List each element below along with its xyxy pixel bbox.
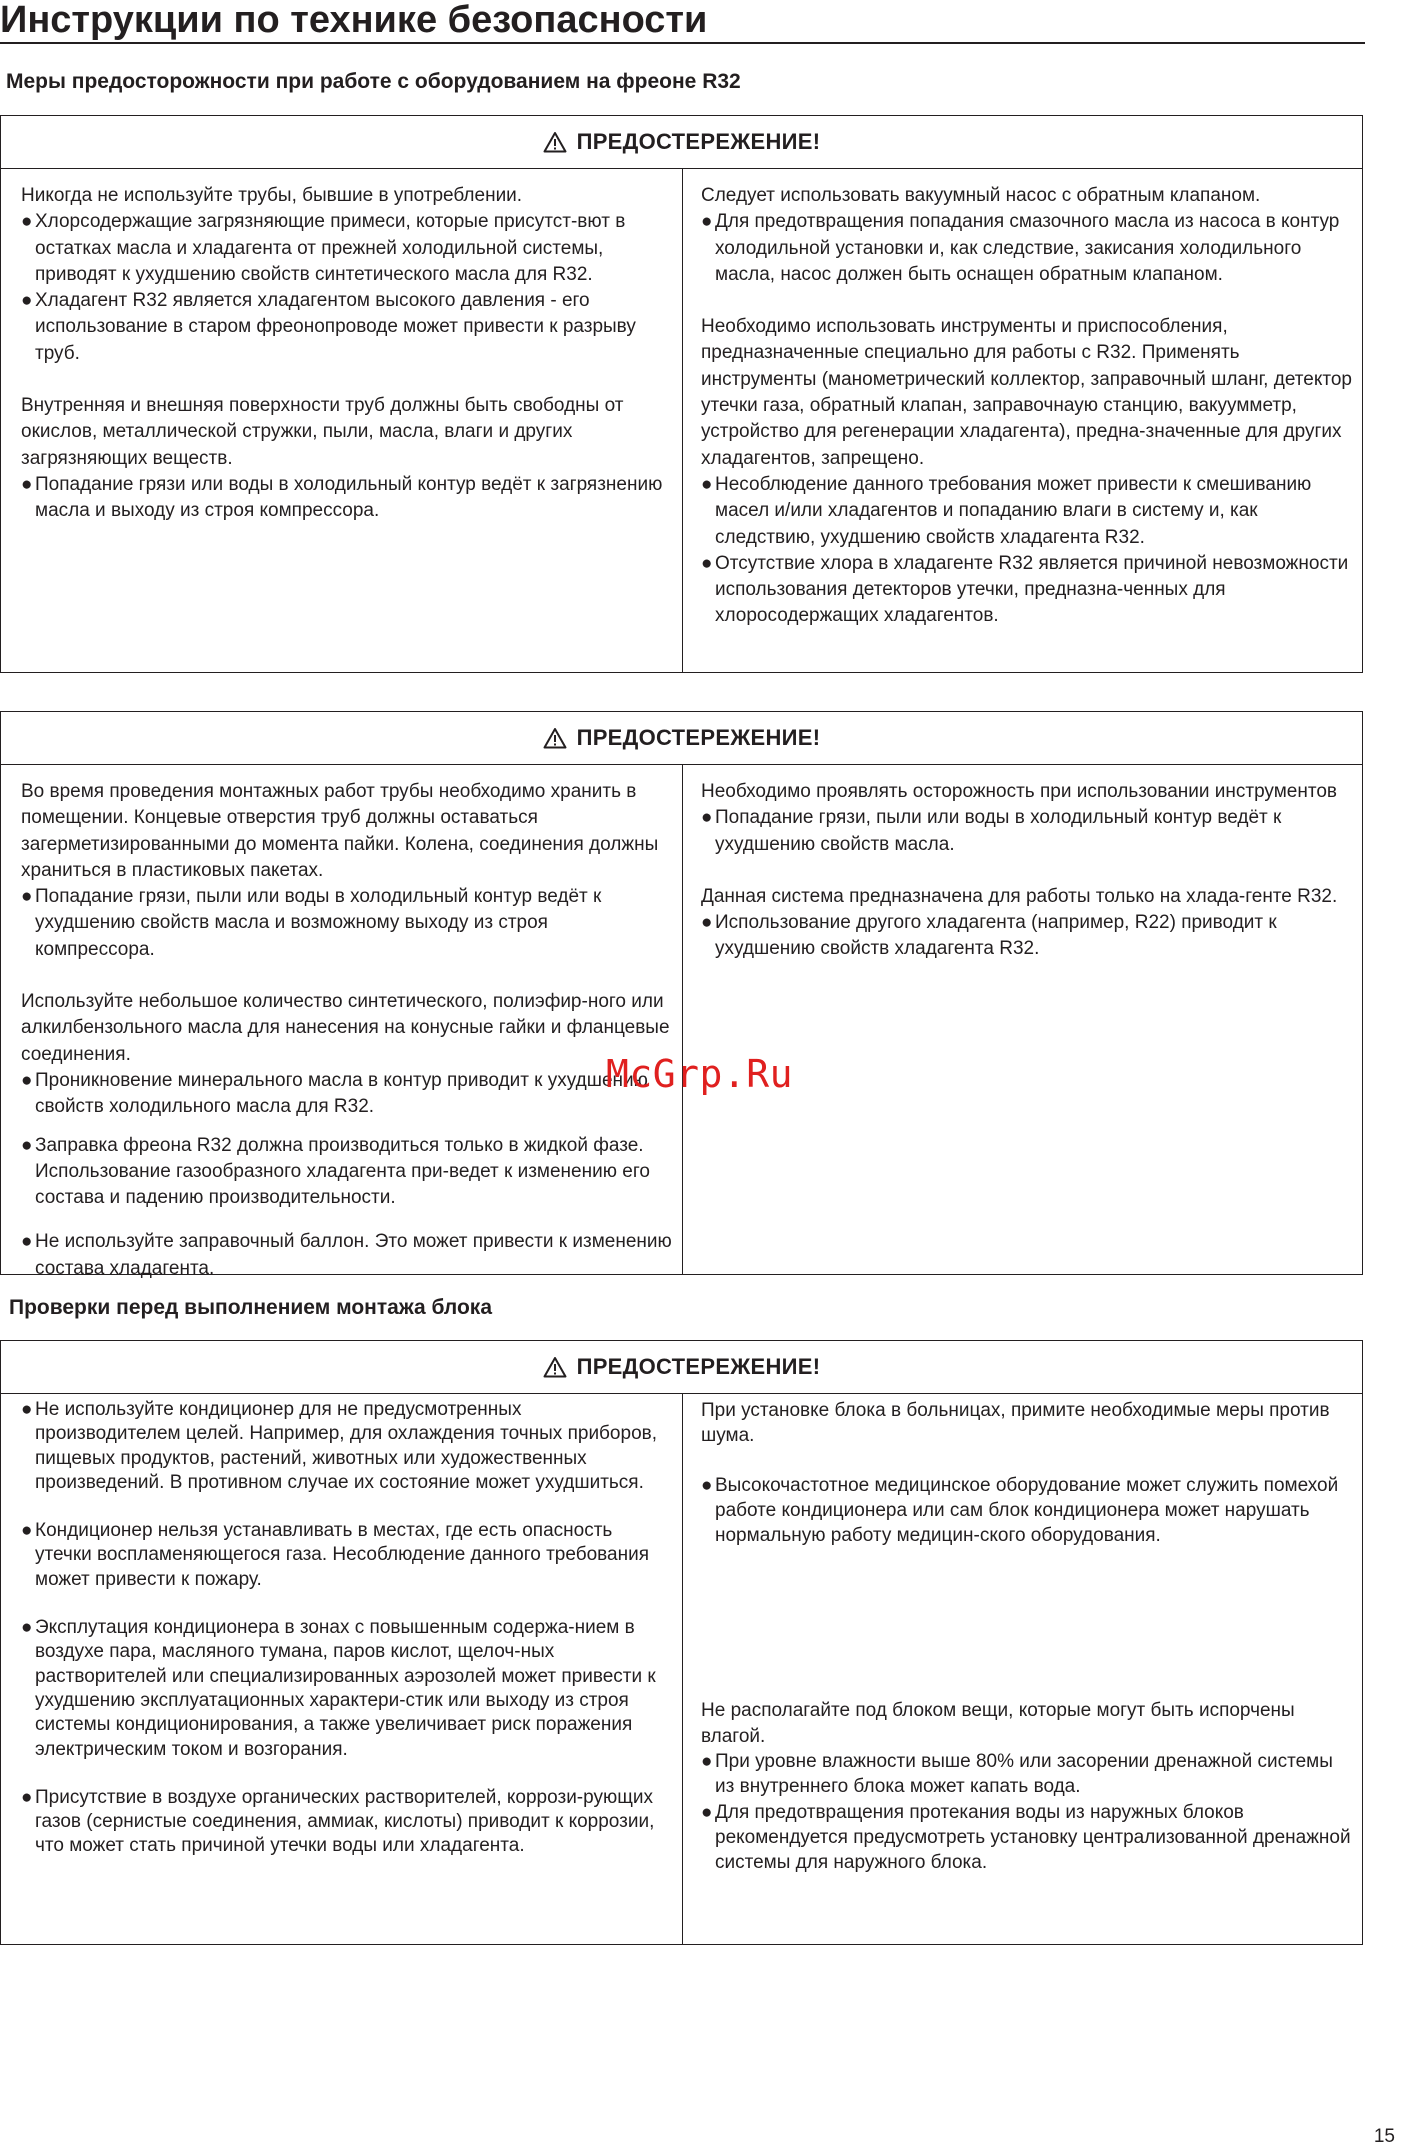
page-number: 15 bbox=[1373, 2126, 1395, 2147]
paragraph: Никогда не используйте трубы, бывшие в употреблении. bbox=[21, 185, 523, 206]
box1-left-column bbox=[1, 169, 683, 672]
paragraph: При установке блока в больницах, примите необходимые меры против шума. bbox=[701, 1400, 1330, 1447]
section-title-r32: Меры предосторожности при работе с оборудованием на фреоне R32 bbox=[6, 70, 741, 93]
paragraph: Внутренняя и внешняя поверхности труб должны быть свободны от окислов, металлической стружки, пыли, масла, влаги и других загрязняющих веществ. bbox=[21, 395, 624, 469]
warning-header bbox=[1, 712, 1362, 765]
bullet-item: ● Кондиционер нельзя устанавливать в местах, где есть опасность утечки воспламеняющегося газа. Несоблюдение данного требования может привести к пожару. bbox=[21, 1520, 650, 1590]
warning-label: ПРЕДОСТЕРЕЖЕНИЕ! bbox=[576, 129, 821, 154]
bullet-item: ● Присутствие в воздухе органических растворителей, коррози-рующих газов (сернистые соединения, аммиак, кислоты) приводит к коррозии, что может стать причиной утечки воды или хладагента. bbox=[21, 1786, 655, 1857]
bullet-item: ● Для предотвращения попадания смазочного масла из насоса в контур холодильной установки и, как следствие, закисания холодильного масла, насос должен быть оснащен обратным клапаном. bbox=[701, 211, 1340, 285]
paragraph: Не располагайте под блоком вещи, которые могут быть испорчены влагой. bbox=[701, 1700, 1295, 1747]
bullet-item: ● Проникновение минерального масла в контур приводит к ухудшению свойств холодильного масла для R32. bbox=[21, 1069, 648, 1118]
warning-triangle-icon bbox=[543, 131, 567, 153]
bullet-item: ● Высокочастотное медицинское оборудование может служить помехой работе кондиционера или сам блок кондиционера может нарушать нормальную работу медицин-ского оборудования. bbox=[701, 1474, 1339, 1547]
box2-right-column bbox=[683, 765, 1362, 1274]
bullet-item: ● Несоблюдение данного требования может привести к смешиванию масел и/или хладагентов и попаданию влаги в систему и, как следствию, ухудшению свойств хладагента R32. bbox=[701, 473, 1312, 548]
paragraph: Данная система предназначена для работы только на хлада-генте R32. bbox=[701, 885, 1338, 907]
bullet-item: ● Попадание грязи, пыли или воды в холодильный контур ведёт к ухудшению свойств масла и возможному выходу из строя компрессора. bbox=[21, 886, 602, 960]
bullet-item: ● Для предотвращения протекания воды из наружных блоков рекомендуется предусмотреть установку централизованной дренажной системы для наружного блока. bbox=[701, 1801, 1351, 1874]
paragraph: Необходимо проявлять осторожность при использовании инструментов bbox=[701, 781, 1337, 802]
paragraph: Следует использовать вакуумный насос с обратным клапаном. bbox=[701, 185, 1261, 206]
bullet-item: ● Хлорсодержащие загрязняющие примеси, которые присутст-вют в остатках масла и хладагента от прежней холодильной системы, приводят к ухудшению свойств синтетического масла для R32. bbox=[21, 211, 626, 285]
bullet-item: ● Отсутствие хлора в хладагенте R32 является причиной невозможности использования детекторов утечки, предназна-ченных для хлоросодержащих хладагентов. bbox=[701, 552, 1349, 627]
box3-left-column bbox=[1, 1394, 683, 1944]
warning-label: ПРЕДОСТЕРЕЖЕНИЕ! bbox=[576, 725, 821, 750]
warning-triangle-icon bbox=[543, 1356, 567, 1378]
bullet-item: ● При уровне влажности выше 80% или засорении дренажной системы из внутреннего блока может капать вода. bbox=[701, 1751, 1333, 1798]
bullet-item: ● Эксплутация кондиционера в зонах с повышенным содержа-нием в воздухе пара, масляного тумана, паров кислот, щелоч-ных растворителей или специализированных аэрозолей может привести к ухудшению эксплуатационных характери-стик или выходу из строя системы кондиционирования, а также увеличивает риск поражения электрическим током и возгорания. bbox=[21, 1617, 656, 1760]
bullet-item: ● Попадание грязи или воды в холодильный контур ведёт к загрязнению масла и выходу из строя компрессора. bbox=[21, 473, 663, 522]
warning-header bbox=[1, 1341, 1362, 1394]
warning-box-3 bbox=[0, 1340, 1363, 1945]
watermark: McGrp.Ru bbox=[606, 1052, 794, 1096]
warning-header bbox=[1, 116, 1362, 169]
paragraph: Используйте небольшое количество синтетического, полиэфир-ного или алкилбензольного масла для нанесения на конусные гайки и фланцевые соединения. bbox=[21, 991, 670, 1065]
box1-right-column bbox=[683, 169, 1362, 672]
warning-box-1 bbox=[0, 115, 1363, 673]
warning-label: ПРЕДОСТЕРЕЖЕНИЕ! bbox=[576, 1354, 821, 1379]
section-title-checks: Проверки перед выполнением монтажа блока bbox=[9, 1296, 492, 1319]
paragraph: Во время проведения монтажных работ трубы необходимо хранить в помещении. Концевые отверстия труб должны оставаться загерметизированными до момента пайки. Колена, соединения должны храниться в пластиковых пакетах. bbox=[21, 781, 659, 881]
bullet-item: ● Заправка фреона R32 должна производиться только в жидкой фазе. Использование газообразного хладагента при-ведет к изменению его состава и падению производительности. bbox=[21, 1134, 650, 1209]
bullet-item: ● Использование другого хладагента (например, R22) приводит к ухудшению свойств хладагента R32. bbox=[701, 912, 1277, 960]
warning-triangle-icon bbox=[543, 727, 567, 749]
box2-left-column bbox=[1, 765, 683, 1279]
bullet-item: ● Не используйте кондиционер для не предусмотренных производителем целей. Например, для охлаждения точных приборов, пищевых продуктов, растений, животных или художественных произведений. В противном случае их состояние может ухудшиться. bbox=[21, 1399, 658, 1493]
box3-right-column bbox=[683, 1394, 1362, 1944]
warning-box-2 bbox=[0, 711, 1363, 1279]
bullet-item: ● Хладагент R32 является хладагентом высокого давления - его использование в старом фреонопроводе может привести к разрыву труб. bbox=[21, 290, 636, 364]
page-title: Инструкции по технике безопасности bbox=[0, 0, 1365, 44]
bullet-item: ● Не используйте заправочный баллон. Это может привести к изменению состава хладагента. bbox=[21, 1231, 672, 1279]
paragraph: Необходимо использовать инструменты и приспособления, предназначенные специально для работы с R32. Применять инструменты (манометрический коллектор, заправочный шланг, детектор утечки газа, обратный клапан, заправочнаую станцию, вакуумметр, устройство для регенерации хладагента), предна-значенные для других хладагентов, запрещено. bbox=[701, 316, 1352, 469]
bullet-item: ● Попадание грязи, пыли или воды в холодильный контур ведёт к ухудшению свойств масла. bbox=[701, 807, 1282, 855]
